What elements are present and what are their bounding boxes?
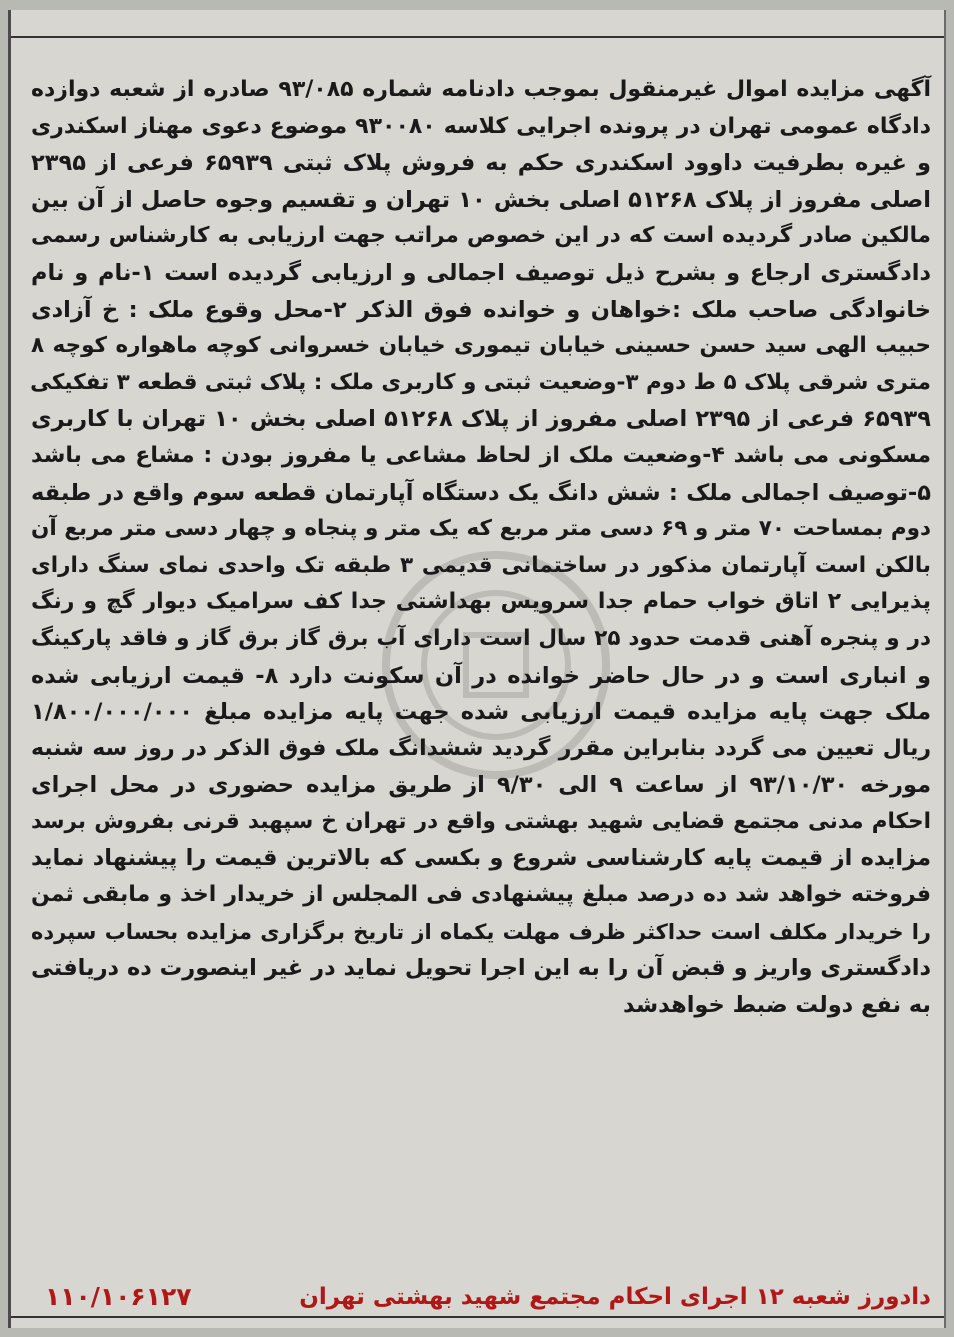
notice-line: اصلی مفروز از پلاک ۵۱۲۶۸ اصلی بخش ۱۰ تهران و تقسیم وجوه حاصل از آن بین [31, 186, 932, 213]
notice-line: دادگستری واریز و قبض آن را به این اجرا تحویل نماید در غیر اینصورت ده دریافتی [31, 955, 931, 982]
notice-line: دادگستری ارجاع و بشرح ذیل توصیف اجمالی و ارزیابی گردیده است ۱-نام و نام [31, 259, 932, 286]
notice-line: را خریدار مکلف است حداکثر ظرف مهلت یکماه از تاریخ برگزاری مزایده بحساب سپرده [31, 919, 931, 944]
notice-line: ملک جهت پایه مزایده قیمت ارزیابی شده جهت پایه مزایده مبلغ ۱/۸۰۰/۰۰۰/۰۰۰ [31, 699, 931, 726]
notice-footer [31, 1278, 931, 1318]
notice-line: بالکن است آپارتمان مذکور در ساختمانی قدیمی ۳ طبقه تک واحدی نمای سنگ دارای [31, 552, 931, 578]
footer-agency: دادورز شعبه ۱۲ اجرای احکام مجتمع شهید بهشتی تهران [299, 1284, 931, 1310]
notice-line: فروخته خواهد شد ده درصد مبلغ پیشنهادی فی المجلس از خریدار اخذ و مابقی ثمن [31, 882, 931, 908]
newspaper-clipping [8, 10, 946, 1328]
notice-line: مسکونی می باشد ۴-وضعیت ملک از لحاظ مشاعی یا مفروز بودن : مشاع می باشد [31, 442, 931, 468]
notice-line: احکام مدنی مجتمع قضایی شهید بهشتی واقع در تهران خ سپهبد قرنی بفروش برسد [31, 808, 931, 834]
notice-line: در و پنجره آهنی قدمت حدود ۲۵ سال است دارای آب برق گاز برق گاز و فاقد پارکینگ [31, 625, 931, 651]
notice-line: و انباری است و در حال حاضر خوانده در آن سکونت دارد ۸- قیمت ارزیابی شده [31, 662, 932, 689]
notice-line: آگهی مزایده اموال غیرمنقول بموجب دادنامه شماره ۹۳/۰۸۵ صادره از شعبه دوازده [31, 77, 931, 102]
notice-line: ۶۵۹۳۹ فرعی از ۲۳۹۵ اصلی مفروز از پلاک ۵۱۲۶۸ اصلی بخش ۱۰ تهران با کاربری [31, 406, 931, 433]
notice-line: خانوادگی صاحب ملک :خواهان و خوانده فوق الذکر ۲-محل وقوع ملک : خ آزادی [31, 296, 931, 323]
notice-body [31, 72, 931, 1023]
bottom-rule [11, 1316, 944, 1318]
notice-line: مورخه ۹۳/۱۰/۳۰ از ساعت ۹ الی ۹/۳۰ از طریق مزایده حضوری در محل اجرای [31, 772, 932, 799]
notice-line: حبیب الهی سید حسن حسینی خیابان تیموری خیابان خسروانی کوچه ماهواره کوچه ۸ [31, 333, 931, 359]
notice-line: پذیرایی ۲ اتاق خواب حمام جدا سرویس بهداشتی جدا کف سرامیک دیوار گچ و رنگ [31, 589, 931, 615]
footer-number: ۱۱۰/۱۰۶۱۲۷ [45, 1282, 192, 1311]
notice-line: مزایده از قیمت پایه کارشناسی شروع و بکسی که بالاترین قیمت را پیشنهاد نماید [31, 845, 931, 872]
notice-line: دوم بمساحت ۷۰ متر و ۶۹ دسی متر مربع که یک متر و پنجاه و چهار دسی متر مربع آن [31, 516, 931, 542]
top-rule [11, 36, 944, 38]
notice-line: ریال تعیین می گردد بنابراین مقرر گردید ششدانگ ملک فوق الذکر در روز سه شنبه [31, 735, 931, 761]
notice-line: به نفع دولت ضبط خواهدشد [622, 991, 931, 1018]
notice-line: متری شرقی پلاک ۵ ط دوم ۳-وضعیت ثبتی و کاربری ملک : پلاک ثبتی قطعه ۳ تفکیکی [30, 369, 931, 395]
notice-line: ۵-توصیف اجمالی ملک : شش دانگ یک دستگاه آپارتمان قطعه سوم واقع در طبقه [31, 479, 931, 506]
notice-line: دادگاه عمومی تهران در پرونده اجرایی کلاسه ۹۳۰۰۸۰ موضوع دعوی مهناز اسکندری [31, 113, 931, 139]
notice-line: و غیره بطرفیت داوود اسکندری حکم به فروش پلاک ثبتی ۶۵۹۳۹ فرعی از ۲۳۹۵ [31, 150, 931, 177]
notice-line: مالکین صادر گردیده است که در این خصوص مراتب جهت ارزیابی به کارشناس رسمی [31, 223, 931, 249]
